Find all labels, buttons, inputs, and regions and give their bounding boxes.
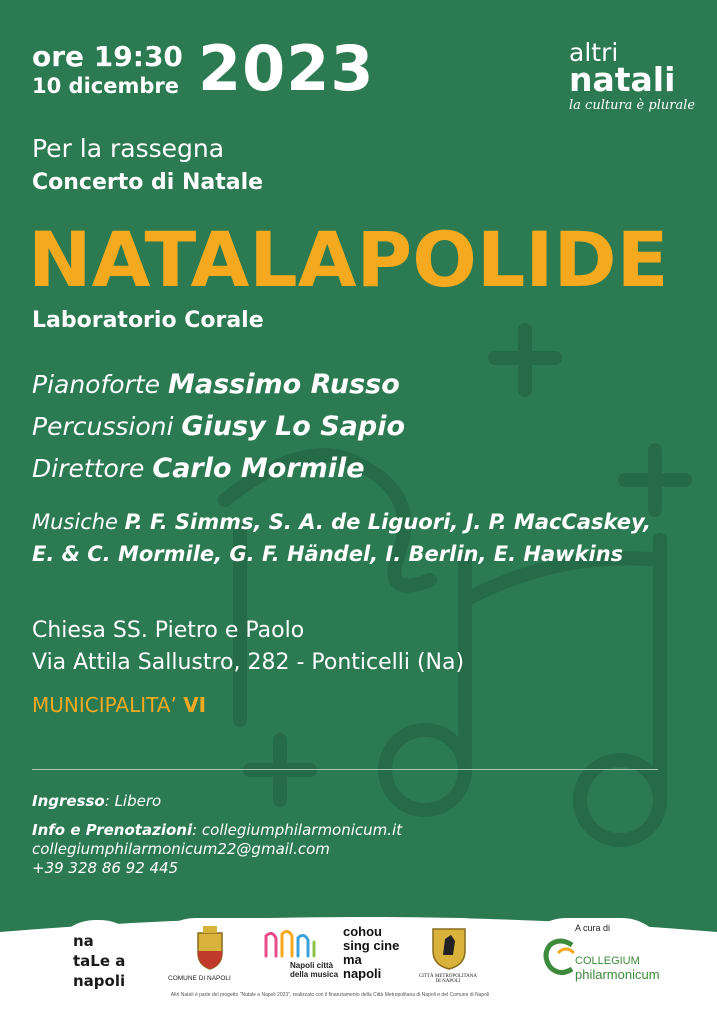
performer-director [32, 453, 365, 484]
divider [32, 769, 658, 770]
municipality-label: MUNICIPALITA’ [32, 693, 177, 717]
cohousing-logo: cohou sing cine ma napoli [343, 924, 400, 981]
event-time: ore 19:30 [32, 40, 183, 73]
altri-natali-logo-line2: natali [569, 60, 676, 99]
philarmonicum-label: philarmonicum [575, 967, 660, 982]
booking-colon: : [192, 821, 202, 839]
performer-name: Massimo Russo [168, 369, 400, 400]
altri-natali-tagline: la cultura è plurale [569, 98, 696, 113]
performer-role: Percussioni [32, 412, 174, 441]
performer-role: Direttore [32, 454, 145, 483]
collegium-c-icon [540, 935, 580, 980]
comune-napoli-label: COMUNE DI NAPOLI [168, 975, 231, 982]
entry-info [32, 792, 161, 810]
citta-musica-label: Napoli città della musica [290, 961, 339, 979]
altri-natali-logo-line1: altri [569, 38, 619, 67]
entry-label: Ingresso [32, 792, 105, 810]
venue-name: Chiesa SS. Pietro e Paolo [32, 618, 305, 643]
performer-name: Carlo Mormile [152, 453, 365, 484]
comune-napoli-crest-icon [195, 925, 225, 970]
venue-address: Via Attila Sallustro, 282 - Ponticelli (Na) [32, 650, 465, 675]
natale-napoli-line1: na [73, 932, 94, 950]
music-composers-line2 [32, 542, 623, 566]
natale-napoli-line2: taLe a [73, 952, 126, 970]
website-link[interactable]: collegiumphilarmonicum.it [201, 821, 403, 839]
music-composers: E. & C. Mormile, G. F. Händel, I. Berlin, E. Hawkins [32, 542, 624, 566]
performer-piano [32, 369, 400, 400]
booking-label: Info e Prenotazioni [32, 821, 193, 839]
a-cura-di-label: A cura di [575, 923, 611, 933]
event-subtitle: Laboratorio Corale [32, 308, 264, 333]
intro-line2: Concerto di Natale [32, 170, 264, 195]
performer-percussion [32, 411, 405, 442]
citta-musica-icon [262, 928, 322, 960]
performer-name: Giusy Lo Sapio [181, 411, 406, 442]
municipality [32, 693, 206, 717]
booking-info [32, 821, 402, 839]
music-composers: P. F. Simms, S. A. de Liguori, J. P. MacCaskey, [124, 510, 652, 534]
intro-line1: Per la rassegna [32, 134, 225, 163]
performer-role: Pianoforte [32, 370, 161, 399]
email-link[interactable]: collegiumphilarmonicum22@gmail.com [32, 840, 330, 858]
citta-metropolitana-label: CITTÀ METROPOLITANA DI NAPOLI [418, 974, 478, 984]
event-title: NATALAPOLIDE [28, 215, 669, 304]
event-year: 2023 [198, 32, 375, 105]
entry-colon: : [104, 792, 115, 810]
citta-metropolitana-crest-icon [429, 925, 469, 970]
phone-number: +39 328 86 92 445 [32, 859, 179, 877]
music-composers-line1 [32, 510, 651, 534]
event-date: 10 dicembre [32, 74, 179, 98]
collegium-label: COLLEGIUM [575, 955, 640, 967]
entry-value: Libero [114, 792, 162, 810]
sponsor-footnote: Altri Natali è parte del progetto "Natale a Napoli 2023", realizzato con il finanziamento della Città Metropolitana di Napoli e del Comune di Napoli [170, 992, 490, 998]
music-label: Musiche [32, 510, 118, 534]
natale-napoli-line3: napoli [73, 972, 126, 990]
municipality-number: VI [183, 693, 207, 717]
